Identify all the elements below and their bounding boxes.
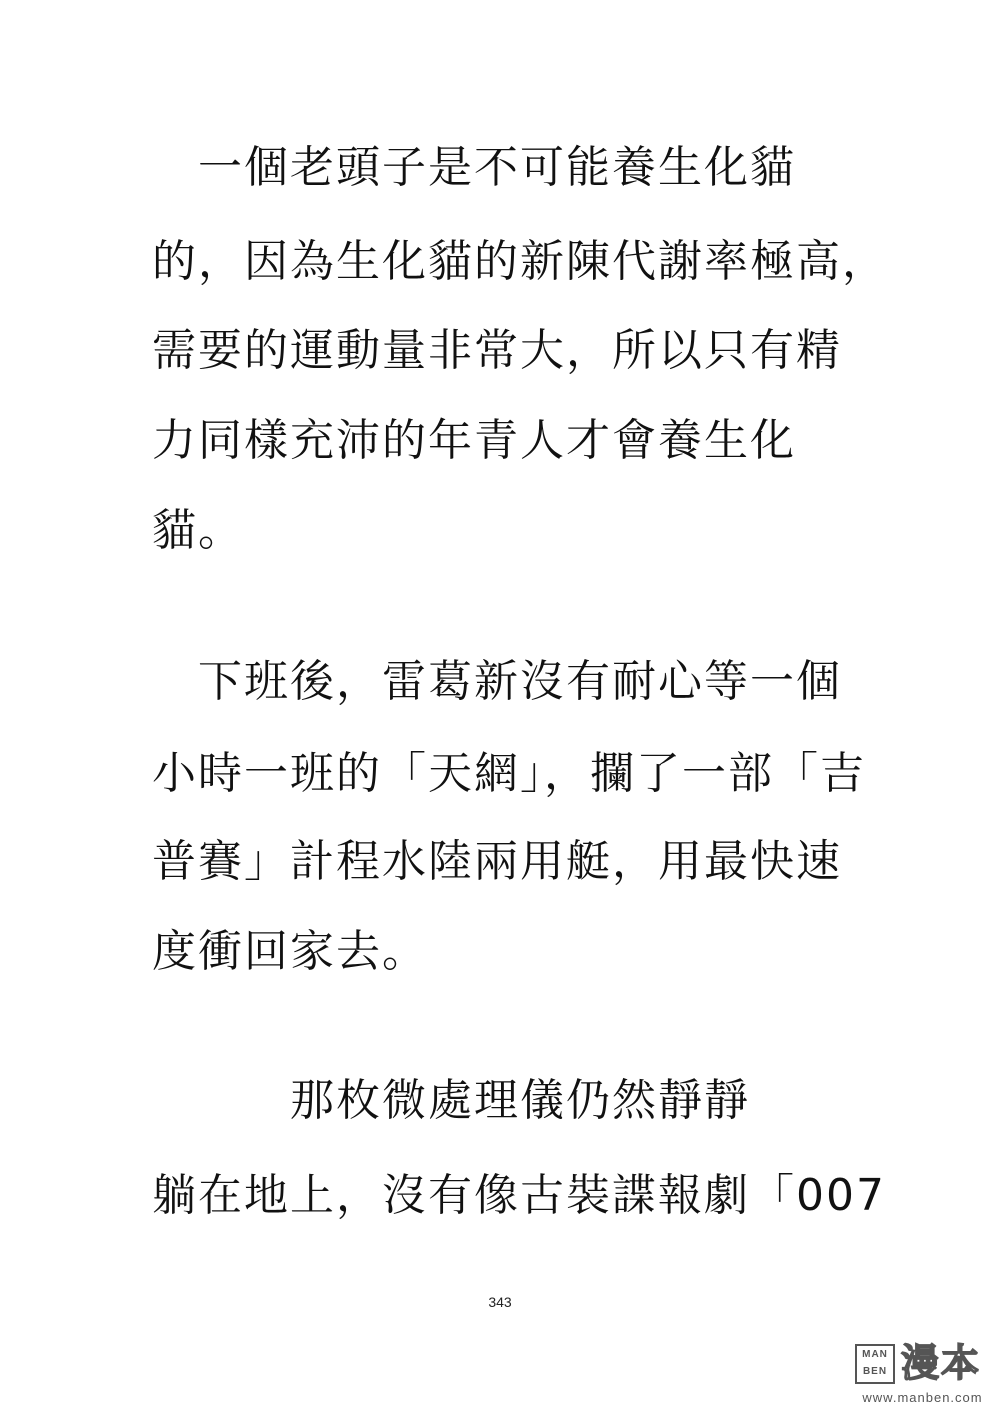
- text-line: 下班後，雷葛新沒有耐心等一個: [152, 656, 842, 707]
- site-watermark: [855, 1341, 990, 1408]
- text-line: 一個老頭子是不可能養生化貓: [152, 142, 796, 193]
- text-line: 的，因為生化貓的新陳代謝率極高，: [152, 236, 888, 287]
- watermark-logo-icon: [855, 1344, 895, 1384]
- text-line: 貓。: [152, 505, 244, 556]
- watermark-url: www.manben.com: [862, 1390, 983, 1405]
- text-line: 力同樣充沛的年青人才會養生化: [152, 415, 796, 466]
- text-line: 度衝回家去。: [152, 926, 428, 977]
- text-line: 需要的運動量非常大，所以只有精: [152, 325, 842, 376]
- watermark-logo-text: BEN: [862, 1366, 888, 1377]
- text-line: 躺在地上，沒有像古裝諜報劇「007: [152, 1170, 886, 1221]
- watermark-name: 漫本: [901, 1341, 982, 1385]
- text-line: 普賽」計程水陸兩用艇，用最快速: [152, 836, 842, 887]
- text-line: 小時一班的「天網」，攔了一部「吉: [152, 748, 866, 799]
- page-number: 343: [488, 1294, 512, 1310]
- text-line: 那枚微處理儀仍然靜靜: [152, 1075, 750, 1126]
- watermark-logo-text: MAN: [862, 1349, 888, 1360]
